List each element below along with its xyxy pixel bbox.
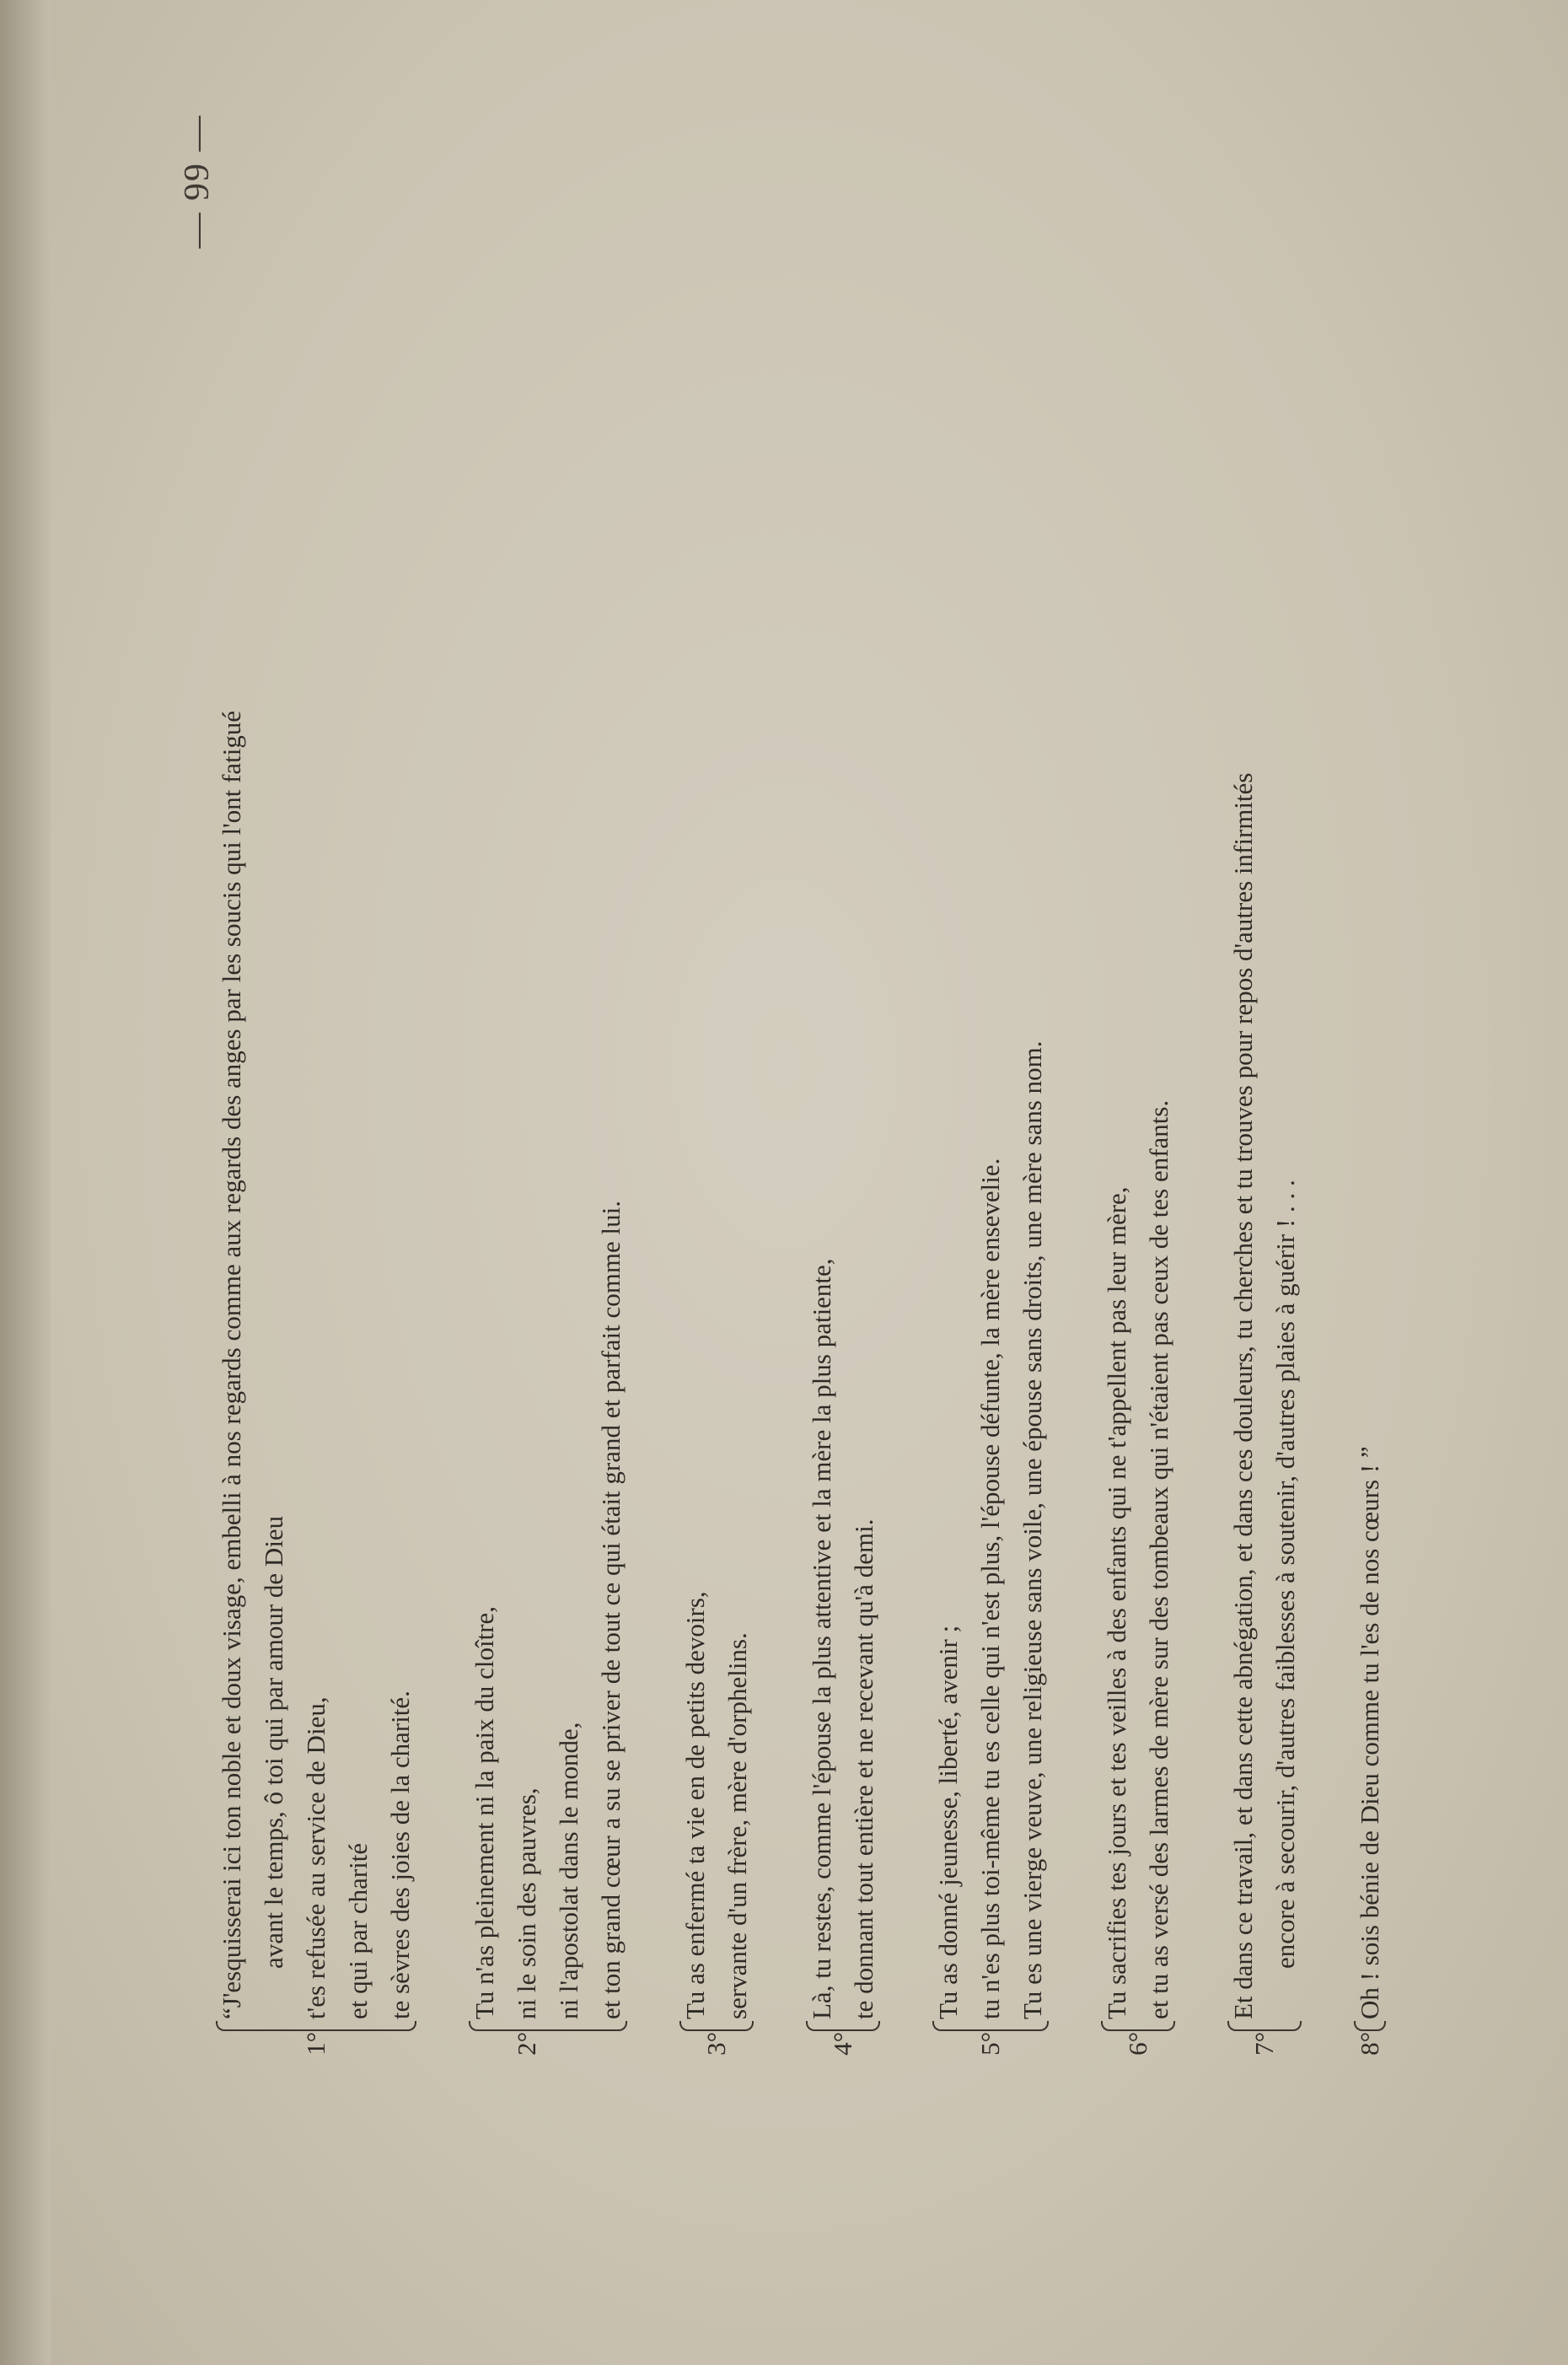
poem-line: Tu es une vierge veuve, une religieuse sans voile, une épouse sans droits, une mère sans nom. (1018, 1040, 1047, 2019)
stanza-numeral: 6° (1123, 2032, 1152, 2056)
poem-line: Et dans ce travail, et dans cette abnégation, et dans ces douleurs, tu cherches et tu trouves pour repos d'autres infirmités (1228, 772, 1258, 2019)
stanza-3 (674, 249, 759, 2056)
brace (806, 2021, 880, 2031)
poem-line: tu n'es plus toi-même tu es celle qui n'est plus, l'épouse défunte, la mère ensevelie. (975, 1158, 1005, 2019)
poem-line: “J'esquisserai ici ton noble et doux visage, embelli à nos regards comme aux regards des anges par les soucis qui l'ont fatigué (217, 710, 246, 2019)
brace (1101, 2021, 1175, 2031)
poem-line: te sèvres des joies de la charité. (385, 1690, 415, 2019)
poem-line: Oh ! sois bénie de Dieu comme tu l'es de nos cœurs ! ” (1355, 1446, 1384, 2019)
stanza-1 (211, 249, 422, 2056)
poem-line: encore à secourir, d'autres faiblesses à soutenir, d'autres plaies à guérir ! . . . (1270, 1180, 1300, 1969)
brace (679, 2021, 754, 2031)
poem-line: avant le temps, ô toi qui par amour de Dieu (259, 1515, 288, 1969)
poem-line: Tu as donné jeunesse, liberté, avenir ; (933, 1625, 963, 2019)
stanza-numeral: 7° (1249, 2032, 1279, 2056)
poem-line: et tu as versé des larmes de mère sur des tombeaux qui n'étaient pas ceux de tes enfants. (1144, 1099, 1173, 2019)
stanza-numeral: 1° (301, 2032, 330, 2056)
poem-line: servante d'un frère, mère d'orphelins. (722, 1632, 752, 2019)
stanza-6 (1096, 249, 1180, 2056)
brace (216, 2021, 416, 2031)
stanza-numeral: 2° (512, 2032, 541, 2056)
brace (1354, 2021, 1386, 2031)
poem-line: Tu as enfermé ta vie en de petits devoirs, (680, 1591, 710, 2019)
brace (469, 2021, 627, 2031)
poem-line: Tu sacrifies tes jours et tes veilles à des enfants qui ne t'appellent pas leur mère, (1102, 1186, 1131, 2019)
stanza-7 (1222, 249, 1307, 2056)
page-number: — 99 — (178, 114, 217, 249)
stanza-numeral: 3° (701, 2032, 731, 2056)
poem-line: ni l'apostolat dans le monde, (554, 1722, 583, 2019)
stanza-numeral: 4° (828, 2032, 857, 2056)
poem-line: ni le soin des pauvres, (512, 1787, 541, 2019)
poem-line: t'es refusée au service de Dieu, (301, 1696, 330, 2019)
stanza-4 (801, 249, 885, 2056)
stanza-numeral: 8° (1355, 2032, 1384, 2056)
poem-line: Tu n'as pleinement ni la paix du cloître, (470, 1605, 499, 2019)
poem-body (211, 249, 1433, 2056)
brace (932, 2021, 1049, 2031)
poem-line: et ton grand cœur a su se priver de tout ce qui était grand et parfait comme lui. (596, 1201, 626, 2019)
poem-line: Là, tu restes, comme l'épouse la plus attentive et la mère la plus patiente, (807, 1258, 836, 2019)
stanza-8 (1349, 249, 1391, 2056)
stanza-2 (464, 249, 632, 2056)
stanza-5 (927, 249, 1054, 2056)
brace (1227, 2021, 1302, 2031)
poem-line: et qui par charité (343, 1842, 373, 2019)
stanza-numeral: 5° (975, 2032, 1005, 2056)
poem-line: te donnant tout entière et ne recevant qu'à demi. (849, 1518, 878, 2019)
